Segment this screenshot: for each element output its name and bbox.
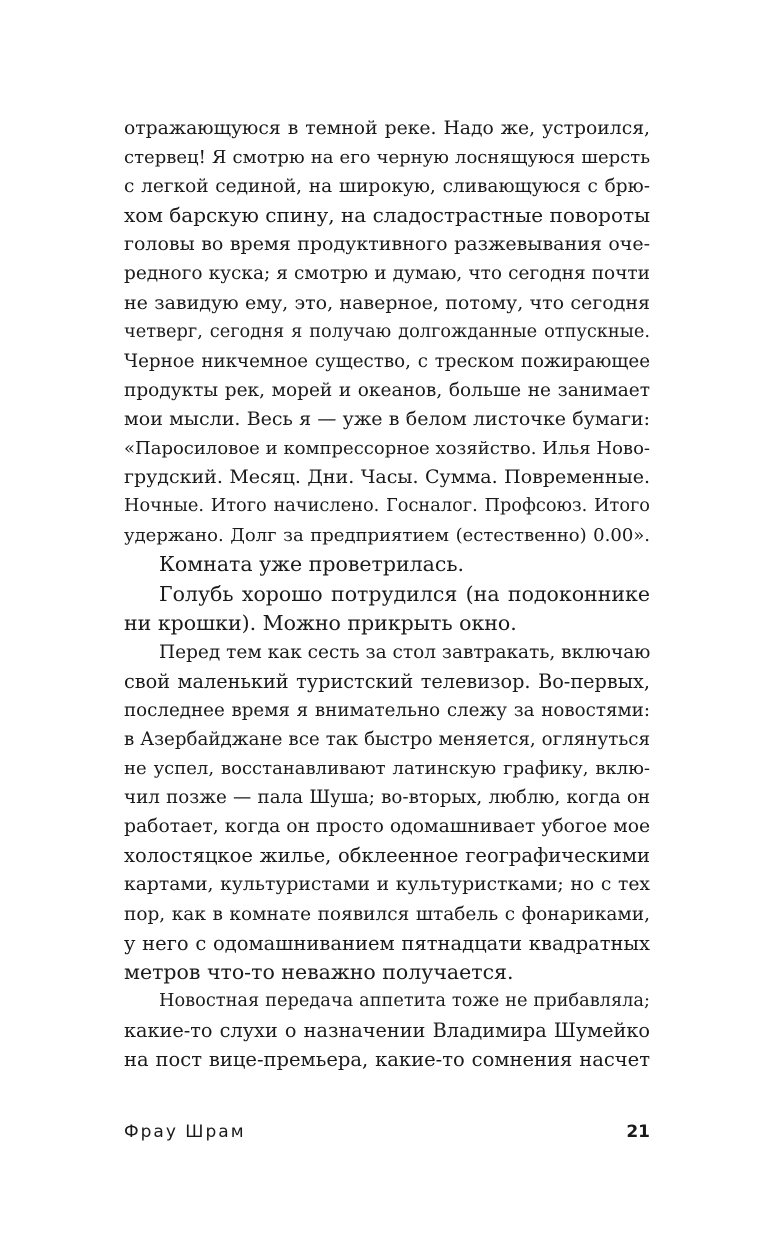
text-line: работает, когда он просто одомашнивает убогое мое	[124, 816, 651, 838]
text-line: чил позже — пала Шуша; во-вторых, люблю, когда он	[124, 787, 650, 809]
text-line: хом барскую спину, на сладострастные повороты	[124, 203, 650, 228]
text-line: стервец! Я смотрю на его черную лоснящуюся шерсть	[124, 147, 650, 169]
text-line: мои мысли. Весь я — уже в белом листочке бумаги:	[124, 407, 650, 430]
page-number: 21	[626, 1122, 650, 1142]
text-line: у него с одомашниванием пятнадцати квадратных	[124, 931, 650, 955]
running-title: Фрау Шрам	[124, 1122, 246, 1142]
text-line: головы во время продуктивного разжевывания оче-	[124, 233, 650, 256]
text-line: на пост вице-премьера, какие-то сомнения насчет	[124, 1048, 650, 1071]
text-line: Ночные. Итого начислено. Госналог. Профсоюз. Итого	[124, 496, 650, 517]
text-line: холостяцкое жилье, обклеенное географическими	[124, 844, 650, 868]
text-line: не завидую ему, это, наверное, потому, что сегодня	[124, 291, 650, 314]
text-line: Новостная передача аппетита тоже не прибавляла;	[159, 990, 650, 1011]
text-line: ни крошки). Можно прикрыть окно.	[124, 610, 517, 635]
text-line: Черное никчемное существо, с треском пожирающее	[124, 350, 650, 372]
text-line: с легкой сединой, на широкую, сливающуюся с брю-	[124, 176, 650, 198]
text-line: грудский. Месяц. Дни. Часы. Сумма. Повременные.	[124, 466, 650, 489]
text-line: картами, культуристами и культуристками; но с тех	[124, 874, 650, 896]
text-line: не успел, восстанавливают латинскую графику, вклю-	[124, 758, 650, 780]
text-line: Голубь хорошо потрудился (на подоконнике	[159, 581, 650, 606]
text-line: продукты рек, морей и океанов, больше не занимает	[124, 379, 650, 401]
text-line: редного куска; я смотрю и думаю, что сегодня почти	[124, 263, 650, 285]
page-footer	[124, 1117, 650, 1147]
text-line: Комната уже проветрилась.	[159, 552, 465, 577]
text-line: свой маленький туристский телевизор. Во-первых,	[124, 669, 650, 693]
text-line: «Паросиловое и компрессорное хозяйство. Илья Ново-	[124, 438, 650, 460]
text-line: в Азербайджане все так быстро меняется, оглянуться	[124, 728, 650, 750]
text-line: Перед тем как сесть за стол завтракать, включаю	[159, 641, 651, 663]
text-line: какие-то слухи о назначении Владимира Шумейко	[124, 1018, 650, 1042]
text-line: метров что-то неважно получается.	[124, 959, 514, 984]
text-line: пор, как в комнате появился штабель с фонариками,	[124, 903, 650, 925]
text-line: последнее время я внимательно слежу за новостями:	[124, 699, 650, 721]
text-line: четверг, сегодня я получаю долгожданные отпускные.	[124, 321, 650, 342]
text-line: отражающуюся в темной реке. Надо же, устроился,	[124, 118, 650, 139]
text-line: удержано. Долг за предприятием (естественно) 0.00».	[124, 525, 650, 547]
body-text	[124, 114, 650, 1074]
